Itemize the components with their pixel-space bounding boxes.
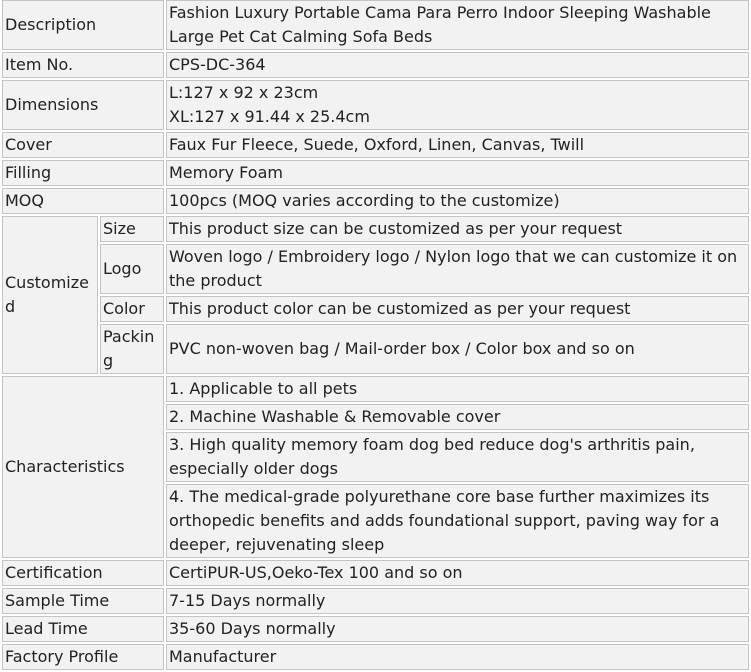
row-value-description: Fashion Luxury Portable Cama Para Perro Indoor Sleeping Washable Large Pet Cat Calming Sofa Beds	[166, 0, 749, 50]
row-label-certification: Certification	[2, 560, 164, 586]
table-row-item-no	[2, 52, 749, 78]
table-row-sample-time	[2, 588, 749, 614]
row-label-factory-profile: Factory Profile	[2, 644, 164, 670]
row-label-filling: Filling	[2, 160, 164, 186]
row-value-moq: 100pcs (MOQ varies according to the customize)	[166, 188, 749, 214]
sub-value-color: This product color can be customized as per your request	[166, 296, 749, 322]
sub-label-logo: Logo	[100, 244, 164, 294]
table-row-cover	[2, 132, 749, 158]
characteristic-item: 3. High quality memory foam dog bed reduce dog's arthritis pain, especially older dogs	[166, 432, 749, 482]
dimension-xl: XL:127 x 91.44 x 25.4cm	[169, 107, 370, 126]
row-label-characteristics: Characteristics	[2, 376, 164, 558]
row-value-cover: Faux Fur Fleece, Suede, Oxford, Linen, Canvas, Twill	[166, 132, 749, 158]
row-label-description: Description	[2, 0, 164, 50]
dimension-l: L:127 x 92 x 23cm	[169, 83, 319, 102]
row-value-item-no: CPS-DC-364	[166, 52, 749, 78]
sub-value-packing: PVC non-woven bag / Mail-order box / Color box and so on	[166, 324, 749, 374]
row-label-customized: Customized	[2, 216, 98, 374]
table-row-characteristics-1	[2, 376, 749, 402]
row-value-dimensions	[166, 80, 749, 130]
row-value-certification: CertiPUR-US,Oeko-Tex 100 and so on	[166, 560, 749, 586]
table-row-customized-packing	[2, 324, 749, 374]
table-row-description	[2, 0, 749, 50]
table-row-factory-profile	[2, 644, 749, 670]
row-label-lead-time: Lead Time	[2, 616, 164, 642]
characteristic-item: 2. Machine Washable & Removable cover	[166, 404, 749, 430]
sub-label-packing: Packing	[100, 324, 164, 374]
row-value-sample-time: 7-15 Days normally	[166, 588, 749, 614]
row-label-sample-time: Sample Time	[2, 588, 164, 614]
row-value-filling: Memory Foam	[166, 160, 749, 186]
row-label-cover: Cover	[2, 132, 164, 158]
row-label-moq: MOQ	[2, 188, 164, 214]
sub-value-size: This product size can be customized as per your request	[166, 216, 749, 242]
row-label-item-no: Item No.	[2, 52, 164, 78]
table-row-moq	[2, 188, 749, 214]
table-row-certification	[2, 560, 749, 586]
row-label-dimensions: Dimensions	[2, 80, 164, 130]
characteristic-item: 1. Applicable to all pets	[166, 376, 749, 402]
characteristic-item: 4. The medical-grade polyurethane core base further maximizes its orthopedic benefits and adds foundational support, paving way for a deeper, rejuvenating sleep	[166, 484, 749, 558]
table-row-customized-size	[2, 216, 749, 242]
sub-label-size: Size	[100, 216, 164, 242]
table-row-dimensions	[2, 80, 749, 130]
table-row-filling	[2, 160, 749, 186]
table-row-customized-color	[2, 296, 749, 322]
table-row-customized-logo	[2, 244, 749, 294]
sub-value-logo: Woven logo / Embroidery logo / Nylon logo that we can customize it on the product	[166, 244, 749, 294]
row-value-lead-time: 35-60 Days normally	[166, 616, 749, 642]
sub-label-color: Color	[100, 296, 164, 322]
table-row-lead-time	[2, 616, 749, 642]
row-value-factory-profile: Manufacturer	[166, 644, 749, 670]
